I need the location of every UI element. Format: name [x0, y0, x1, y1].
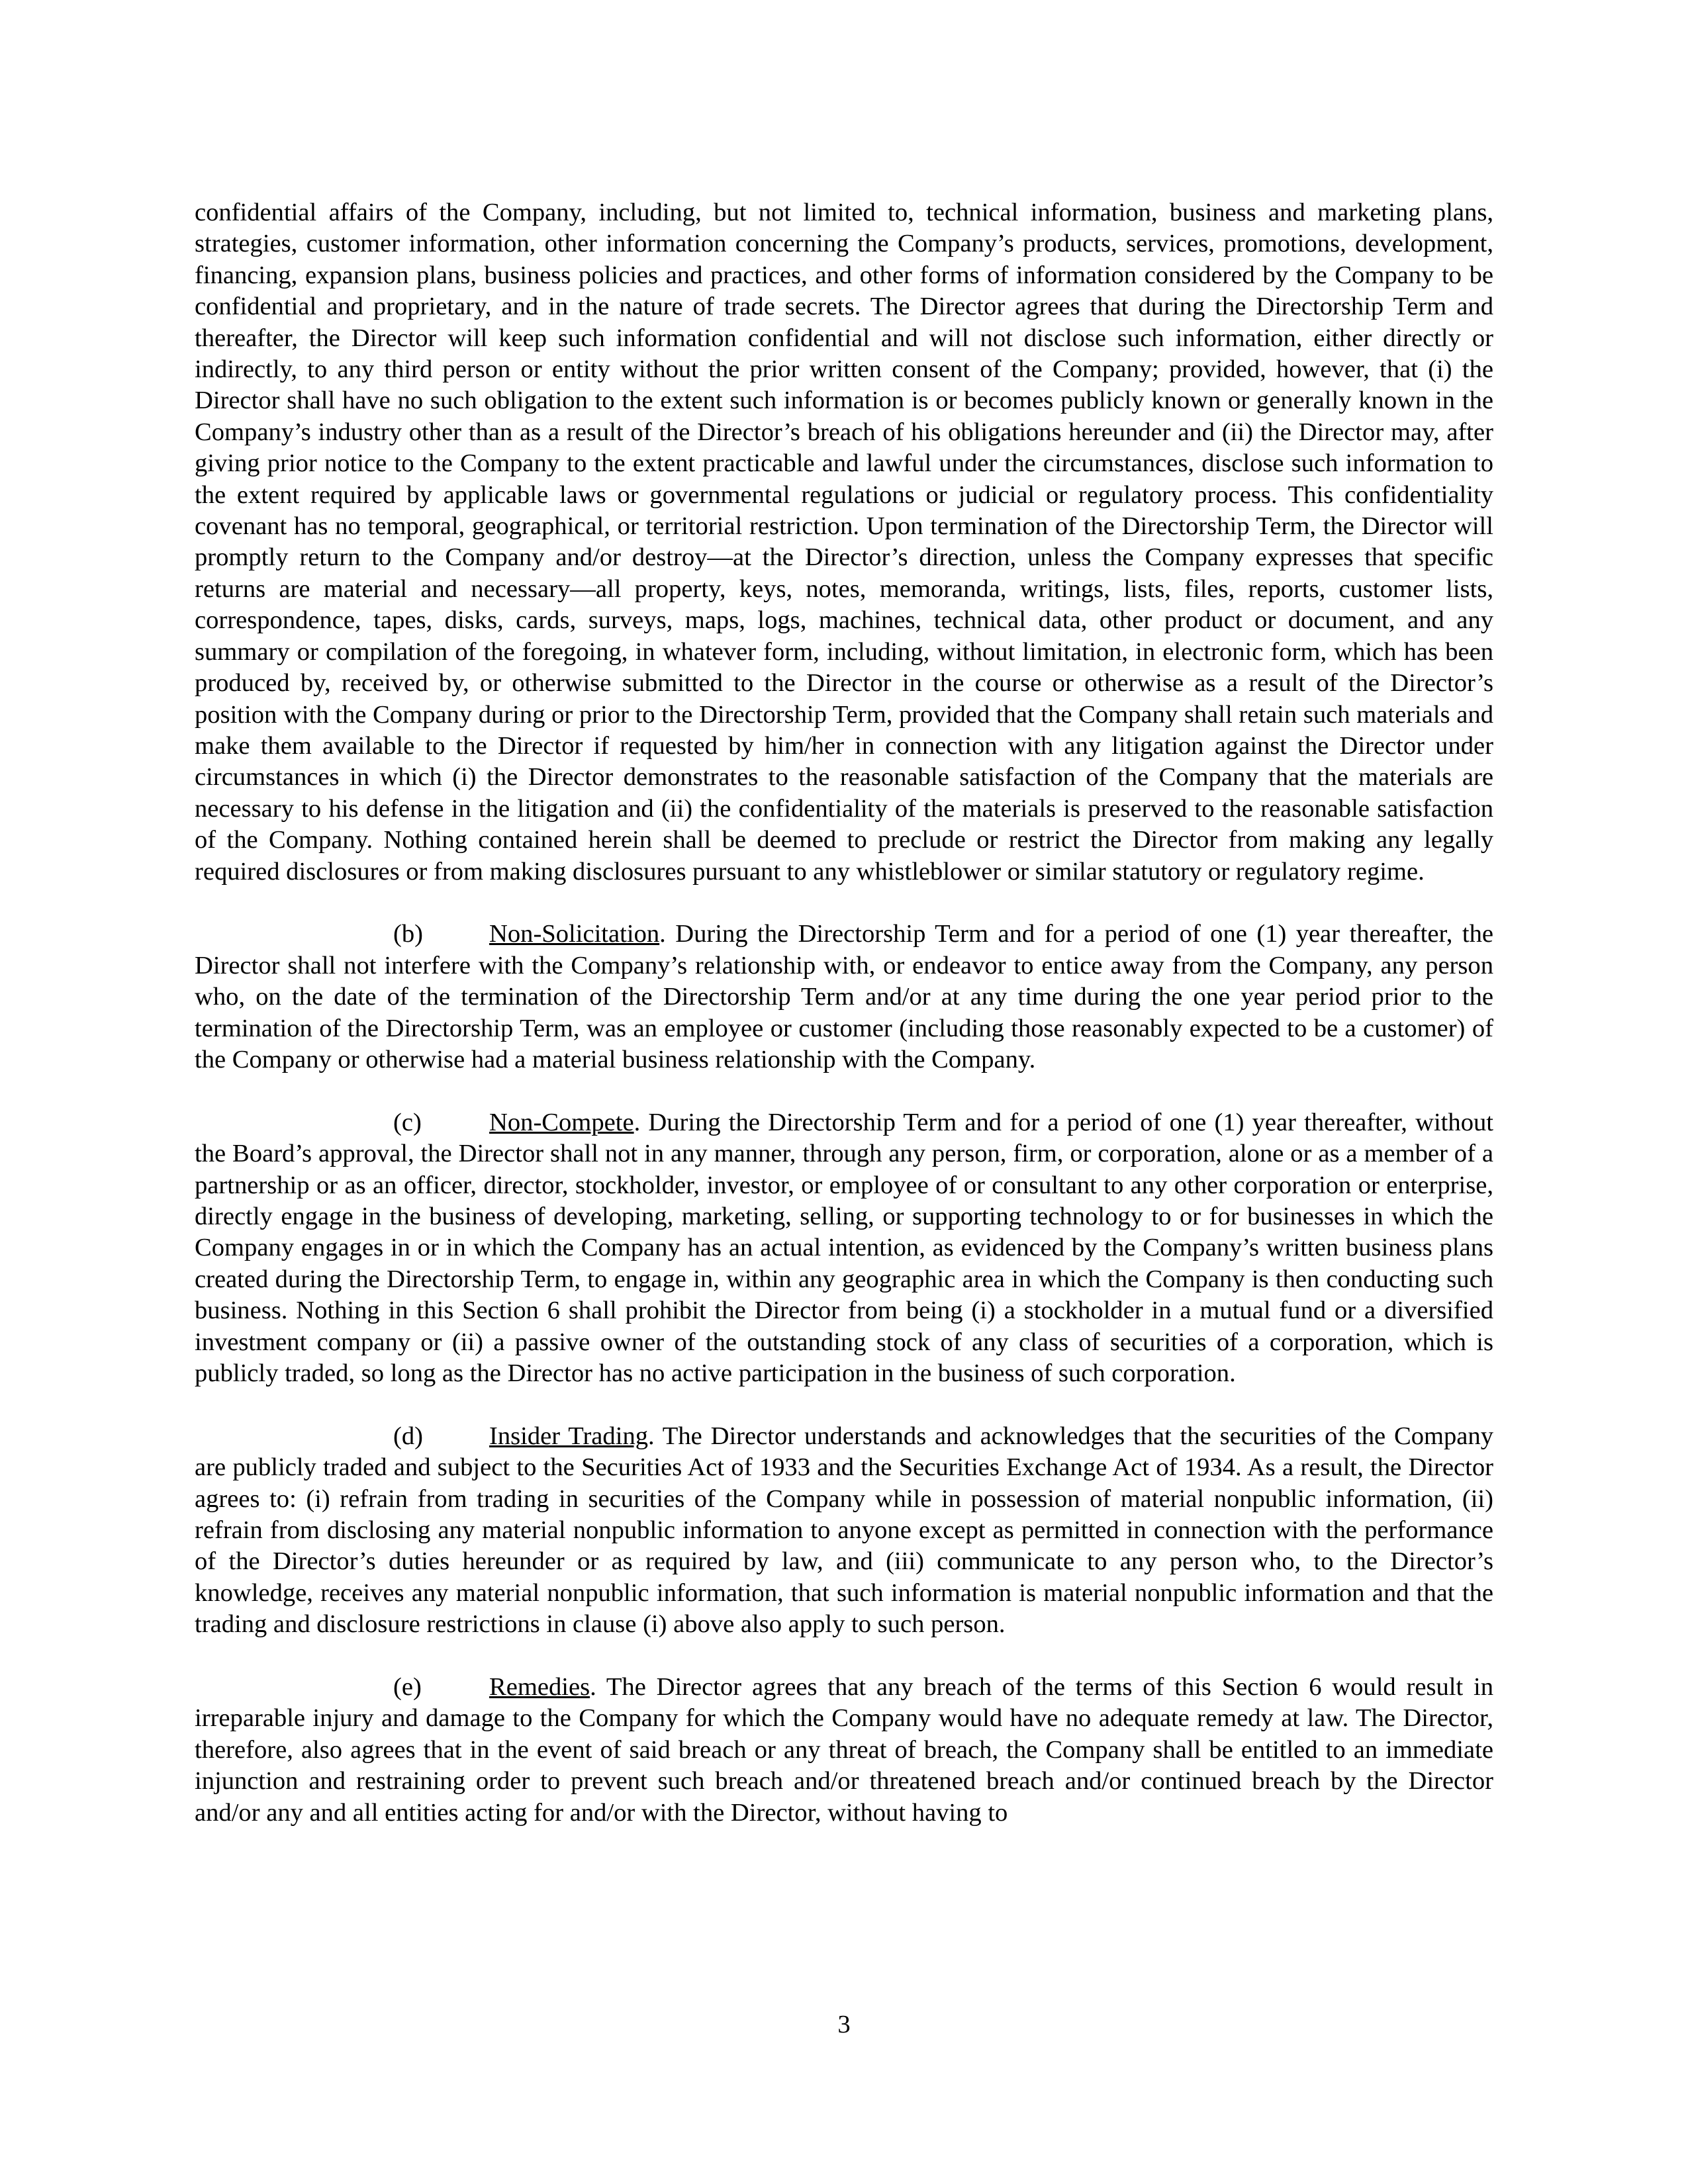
- document-page: [195, 197, 1493, 1829]
- section-body: . During the Directorship Term and for a period of one (1) year thereafter, the Director shall not interfere with the Company’s relationship with, or endeavor to entice away from the Company, any person who, on the date of the termination of the Directorship Term and/or at any time during the one year period prior to the termination of the Directorship Term, was an employee or customer (including those reasonably expected to be a customer) of the Company or otherwise had a material business relationship with the Company.: [195, 920, 1493, 1073]
- section-d-insider-trading: [195, 1421, 1493, 1641]
- section-label: (b): [393, 920, 423, 948]
- section-heading: Remedies: [489, 1673, 590, 1702]
- confidentiality-continuation-paragraph: confidential affairs of the Company, including, but not limited to, technical information, business and marketing plans, strategies, customer information, other information concerning the Company’s products, services, promotions, development, financing, expansion plans, business policies and practices, and other forms of information considered by the Company to be confidential and proprietary, and in the nature of trade secrets. The Director agrees that during the Directorship Term and thereafter, the Director will keep such information confidential and will not disclose such information, either directly or indirectly, to any third person or entity without the prior written consent of the Company; provided, however, that (i) the Director shall have no such obligation to the extent such information is or becomes publicly known or generally known in the Company’s industry other than as a result of the Director’s breach of his obligations hereunder and (ii) the Director may, after giving prior notice to the Company to the extent practicable and lawful under the circumstances, disclose such information to the extent required by applicable laws or governmental regulations or judicial or regulatory process. This confidentiality covenant has no temporal, geographical, or territorial restriction. Upon termination of the Directorship Term, the Director will promptly return to the Company and/or destroy—at the Director’s direction, unless the Company expresses that specific returns are material and necessary—all property, keys, notes, memoranda, writings, lists, files, reports, customer lists, correspondence, tapes, disks, cards, surveys, maps, logs, machines, technical data, other product or document, and any summary or compilation of the foregoing, in whatever form, including, without limitation, in electronic form, which has been produced by, received by, or otherwise submitted to the Director in the course or otherwise as a result of the Director’s position with the Company during or prior to the Directorship Term, provided that the Company shall retain such materials and make them available to the Director if requested by him/her in connection with any litigation against the Director under circumstances in which (i) the Director demonstrates to the reasonable satisfaction of the Company that the materials are necessary to his defense in the litigation and (ii) the confidentiality of the materials is preserved to the reasonable satisfaction of the Company. Nothing contained herein shall be deemed to preclude or restrict the Director from making any legally required disclosures or from making disclosures pursuant to any whistleblower or similar statutory or regulatory regime.: [195, 199, 1493, 886]
- section-b-non-solicitation: [195, 919, 1493, 1075]
- section-label: (c): [393, 1108, 422, 1136]
- section-body: . The Director understands and acknowledges that the securities of the Company are publicly traded and subject to the Securities Act of 1933 and the Securities Exchange Act of 1934. As a result, the Director agrees to: (i) refrain from trading in securities of the Company while in possession of material nonpublic information, (ii) refrain from disclosing any material nonpublic information to anyone except as permitted in connection with the performance of the Director’s duties hereunder or as required by law, and (iii) communicate to any person who, to the Director’s knowledge, receives any material nonpublic information, that such information is material nonpublic information and that the trading and disclosure restrictions in clause (i) above also apply to such person.: [195, 1422, 1494, 1639]
- section-c-non-compete: [195, 1107, 1493, 1390]
- section-heading: Non-Compete: [489, 1108, 634, 1136]
- section-body: . The Director agrees that any breach of the terms of this Section 6 would result in irreparable injury and damage to the Company for which the Company would have no adequate remedy at law. The Director, therefore, also agrees that in the event of said breach or any threat of breach, the Company shall be entitled to an immediate injunction and restraining order to prevent such breach and/or threatened breach and/or continued breach by the Director and/or any and all entities acting for and/or with the Director, without having to: [195, 1673, 1493, 1827]
- section-heading: Insider Trading: [489, 1422, 649, 1450]
- section-body: . During the Directorship Term and for a period of one (1) year thereafter, without the Board’s approval, the Director shall not in any manner, through any person, firm, or corporation, alone or as a member of a partnership or as an officer, director, stockholder, investor, or employee of or consultant to any other corporation or enterprise, directly engage in the business of developing, marketing, selling, or supporting technology to or for businesses in which the Company engages in or in which the Company has an actual intention, as evidenced by the Company’s written business plans created during the Directorship Term, to engage in, within any geographic area in which the Company is then conducting such business. Nothing in this Section 6 shall prohibit the Director from being (i) a stockholder in a mutual fund or a diversified investment company or (ii) a passive owner of the outstanding stock of any class of securities of a corporation, which is publicly traded, so long as the Director has no active participation in the business of such corporation.: [195, 1108, 1493, 1387]
- section-e-remedies: [195, 1672, 1493, 1829]
- section-label: (d): [393, 1422, 423, 1450]
- section-label: (e): [393, 1673, 422, 1702]
- page-number: 3: [837, 2011, 851, 2038]
- section-heading: Non-Solicitation: [489, 920, 660, 948]
